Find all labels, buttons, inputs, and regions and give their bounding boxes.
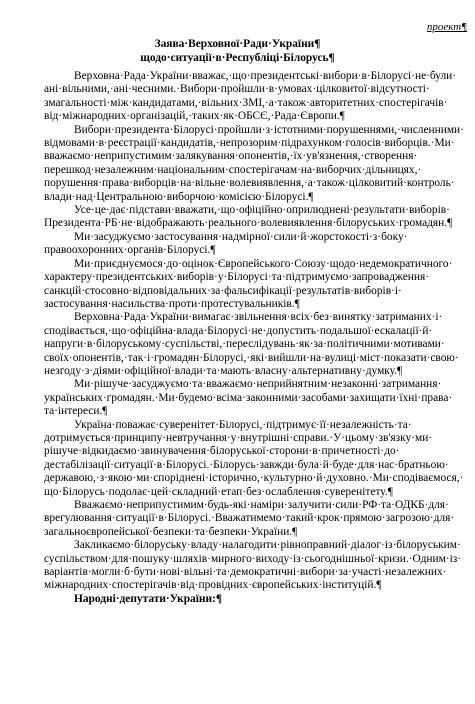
paragraph: Ми·​засуджуємо·​застосування·​надмірної·​сили·​й·​жорстокості·​з·​боку·​правоохоронних·​органів·​Білорусі.¶: [44, 230, 408, 257]
paragraph: Україна·​поважає·​суверенітет·​Білорусі,·​підтримує·​її·​незалежність·​та·​дотримується·​принципу·​невтручання·​у·​внутрішні·​справи.·​У·​цьому·​зв'язку·​ми·​рішуче·​відкидаємо·​звинувачення·​білоруської·​сторони·​в·​причетності·​до·​дестабілізації·​ситуації·​в·​Білорусі.·​Білорусь·​завжди·​була·​й·​буде·​для·​нас·​братньою·​державою,·​з·​якою·​ми·​споріднені·​історично,·​культурно·​й·​духовно.·​Ми·​сподіваємося,·​що·​Білорусь·​подолає·​цей·​складний·​етап·​без·​ослаблення·​суверенітету.¶: [44, 418, 464, 498]
paragraph: Ми·​рішуче·​засуджуємо·​та·​вважаємо·​неприйнятним·​незаконні·​затримання·​українських·​громадян.·​Ми·​будемо·​всіма·​законними·​засобами·​захищати·​їхні·​права·​та·​інтереси.¶: [44, 378, 453, 418]
paragraph: Ми·​приєднуємося·​до·​оцінок·​Європейського·​Союзу·​щодо·​недемократичного·​характеру·​президентських·​виборів·​у·​Білорусі·​та·​підтримуємо·​запровадження·​санкцій·​стосовно·​відповідальних·​за·​фальсифікації·​результатів·​виборів·​і·​застосування·​насильства·​проти·​протестувальників.¶: [44, 257, 453, 310]
document-body: [44, 70, 464, 606]
signature-line: Народні·​депутати·​України:¶: [74, 592, 222, 605]
paragraph: Усе·​це·​дає·​підстави·​вважати,·​що·​офіційно·​оприлюднені·​результати·​виборів·​Президента·​РБ·​не·​відображають·​реального·​волевиявлення·​білоруських·​громадян.¶: [44, 204, 453, 230]
document-title: [0, 38, 475, 65]
title-line-1: Заява·Верховної·Ради·України¶: [154, 38, 321, 50]
draft-label: проект¶: [426, 21, 467, 33]
paragraph: Верховна·​Рада·​України·​вимагає·​звільнення·​всіх·​без·​винятку·​затриманих·​і·​сподівається,·​що·​офіційна·​влада·​Білорусі·​не·​допустить·​подальшої·​ескалації·​й·​напруги·​в·​білоруському·​суспільстві,·​переслідувань·​як·​за·​політичними·​мотивами·​своїх·​опонентів,·​так·​і·​громадян·​Білорусі,·​які·​вийшли·​на·​вулиці·​міст·​показати·​свою·​незгоду·​з·​діями·​офіційної·​влади·​та·​мають·​власну·​альтернативну·​думку.¶: [44, 311, 459, 377]
paragraph: Вважаємо·​неприпустимим·​будь-які·​наміри·​залучити·​сили·​РФ·​та·​ОДКБ·​для·​врегулювання·​ситуації·​в·​Білорусі.·​Вважатимемо·​такий·​крок·​прямою·​загрозою·​для·​загальноєвропейської·​безпеки·​та·​безпеки·​України.¶: [44, 499, 455, 538]
paragraph: Закликаємо·​білоруську·​владу·​налагодити·​рівноправний·​діалог·​із·​білоруським·​суспільством·​для·​пошуку·​шляхів·​мирного·​виходу·​із·​сьогоднішньої·​кризи.·​Одним·​із·​варіантів·​могли·​б·​бути·​нові·​вільні·​та·​демократичні·​вибори·​за·​участі·​незалежних·​міжнародних·​спостерігачів·​від·​провідних·​європейських·​інституцій.¶: [44, 539, 462, 592]
paragraph: Вибори·​президента·​Білорусі·​пройшли·​з·​істотними·​порушеннями,·​численними·​відмовами·​в·​реєстрації·​кандидатів,·​непрозорим·​підрахунком·​голосів·​виборців.·​Ми·​вважаємо·​неприпустимим·​залякування·​опонентів,·​їх·​ув'язнення,·​створення·​перешкод·​незалежним·​національним·​спостерігачам·​на·​виборчих·​дільницях,·​порушення·​права·​виборців·​на·​вільне·​волевиявлення,·​а·​також·​цілковитий·​контроль·​влади·​над·​Центральною·​виборчою·​комісією·​Білорусі.¶: [44, 123, 464, 203]
title-line-2: щодо·ситуації·в·Республіці·Білорусь¶: [140, 51, 335, 64]
paragraph: Верховна·​Рада·​України·​вважає,·​що·​президентські·​вибори·​в·​Білорусі·​не·​були·​ані·​вільними,·​ані·​чесними.·​Вибори·​пройшли·​в·​умовах·​цілковитої·​відсутності·​змагальності·​між·​кандидатами,·​вільних·​ЗМІ,·​а·​також·​авторитетних·​спостерігачів·​від·​міжнародних·​організацій,·​таких·​як·​ОБСЄ,·​Рада·​Європи.¶: [44, 70, 457, 123]
